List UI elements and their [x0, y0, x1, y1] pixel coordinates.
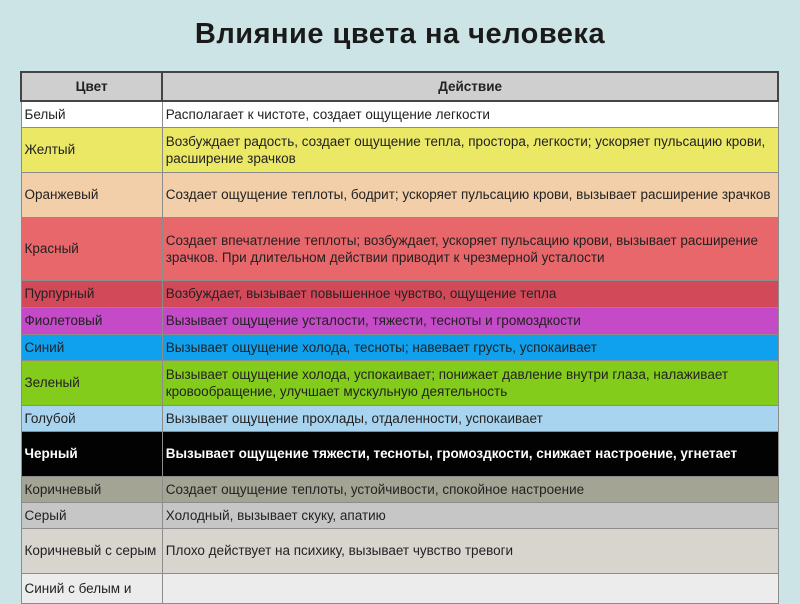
effect-cell: Возбуждает, вызывает повышенное чувство, ощущение тепла [162, 280, 778, 307]
effect-cell: Вызывает ощущение усталости, тяжести, тесноты и громоздкости [162, 307, 778, 334]
table-row [21, 573, 778, 603]
effect-cell: Создает ощущение теплоты, бодрит; ускоряет пульсацию крови, вызывает расширение зрачков [162, 172, 778, 217]
table-row [21, 528, 778, 573]
color-name-cell: Зеленый [21, 360, 162, 405]
color-name-cell: Фиолетовый [21, 307, 162, 334]
color-name-cell: Желтый [21, 127, 162, 172]
effect-cell: Создает ощущение теплоты, устойчивости, спокойное настроение [162, 476, 778, 502]
color-name-cell: Коричневый с серым [21, 528, 162, 573]
effect-cell: Вызывает ощущение тяжести, тесноты, громоздкости, снижает настроение, угнетает [162, 431, 778, 476]
color-name-cell: Красный [21, 217, 162, 280]
table-row [21, 217, 778, 280]
table-row [21, 360, 778, 405]
effect-cell: Плохо действует на психику, вызывает чувство тревоги [162, 528, 778, 573]
color-name-cell: Оранжевый [21, 172, 162, 217]
effect-cell: Вызывает ощущение холода, успокаивает; понижает давление внутри глаза, налаживает кровообращение, улучшает мускульную деятельность [162, 360, 778, 405]
table-row [21, 127, 778, 172]
page-title: Влияние цвета на человека [194, 18, 606, 50]
effect-cell: Вызывает ощущение холода, тесноты; навевает грусть, успокаивает [162, 334, 778, 360]
effect-cell: Холодный, вызывает скуку, апатию [162, 502, 778, 528]
effect-cell: Возбуждает радость, создает ощущение тепла, простора, легкости; ускоряет пульсацию крови, расширение зрачков [162, 127, 778, 172]
header-color: Цвет [21, 72, 162, 101]
effect-cell: Вызывает ощущение прохлады, отдаленности, успокаивает [162, 405, 778, 431]
color-name-cell: Голубой [21, 405, 162, 431]
table-row [21, 502, 778, 528]
table-row [21, 476, 778, 502]
color-name-cell: Коричневый [21, 476, 162, 502]
color-name-cell: Синий с белым и [21, 573, 162, 603]
table-row [21, 280, 778, 307]
color-name-cell: Синий [21, 334, 162, 360]
effect-cell [162, 573, 778, 603]
header-effect: Действие [162, 72, 778, 101]
table-row [21, 334, 778, 360]
color-name-cell: Черный [21, 431, 162, 476]
color-name-cell: Пурпурный [21, 280, 162, 307]
table-row [21, 172, 778, 217]
effect-cell: Создает впечатление теплоты; возбуждает, ускоряет пульсацию крови, вызывает расширение зрачков. При длительном действии приводит к чрезмерной усталости [162, 217, 778, 280]
table-row [21, 101, 778, 127]
table-row [21, 405, 778, 431]
table-header-row [21, 72, 778, 101]
color-name-cell: Белый [21, 101, 162, 127]
table-row [21, 431, 778, 476]
effect-cell: Располагает к чистоте, создает ощущение легкости [162, 101, 778, 127]
color-name-cell: Серый [21, 502, 162, 528]
color-effect-table [20, 71, 779, 604]
table-row [21, 307, 778, 334]
